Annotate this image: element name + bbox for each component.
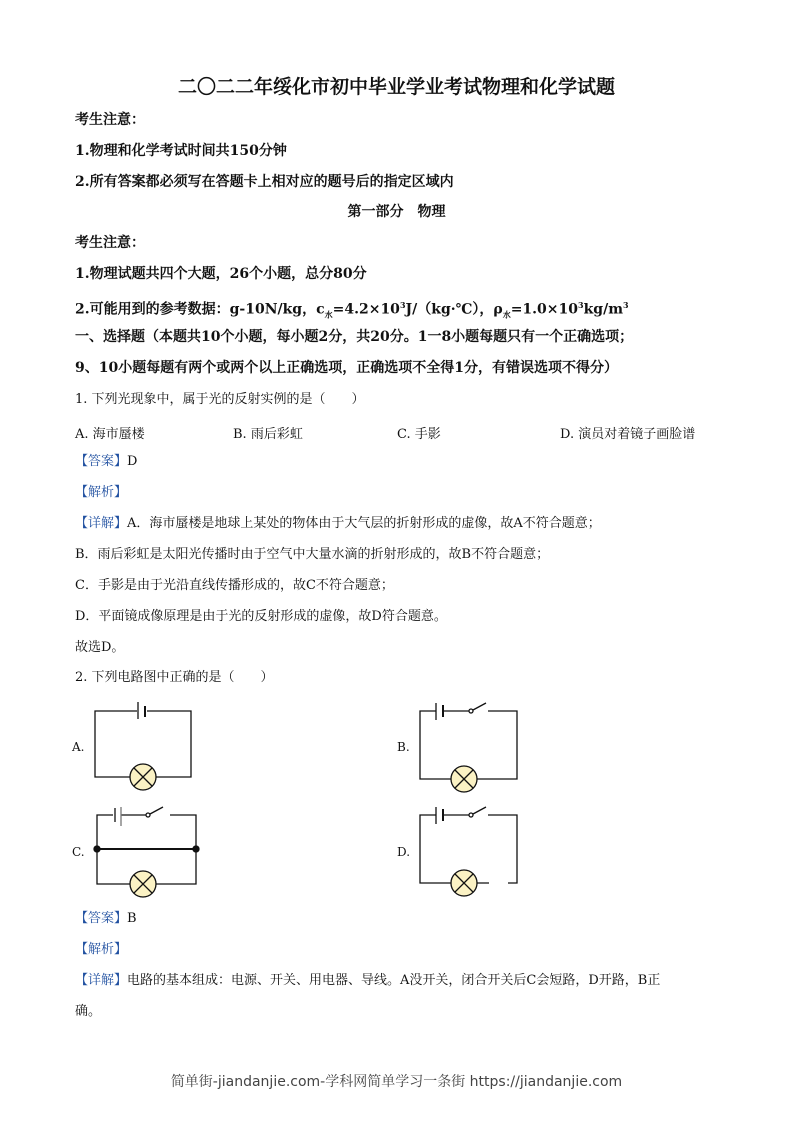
circuit-d [420,807,517,896]
notice-item: 2.所有答案都必须写在答题卡上相对应的题号后的指定区域内 [75,174,454,190]
option-d: D. 演员对着镜子画脸谱 [560,427,696,442]
analysis-tag: 【解析】 [75,942,128,957]
answer-value: D [127,454,138,469]
question-stem: 1. 下列光现象中，属于光的反射实例的是（ ） [75,392,365,407]
text: =1.0×10 [510,301,579,318]
section-heading: 一、选择题（本题共10个小题，每小题2分，共20分。1一8小题每题只有一个正确选项； [75,329,634,345]
lamp-icon [451,766,477,792]
answer-tag: 【答案】 [75,454,128,469]
detail-line: D．平面镜成像原理是由于光的反射形成的虚像，故D符合题意。 [75,609,447,624]
text: 3 [578,300,584,310]
detail-line: C．手影是由于光沿直线传播形成的，故C不符合题意； [75,578,394,593]
answer-value: B [127,911,137,926]
text: =4.2×10 [332,301,400,318]
lamp-icon [451,870,477,896]
notice-heading: 考生注意： [75,112,145,128]
notice-heading: 考生注意： [75,235,145,251]
part-title: 第一部分 物理 [347,204,446,220]
text: 3 [399,300,406,310]
detail-line: 确。 [75,1004,102,1019]
circuit-label-d: D. [397,845,411,859]
detail-tag: 【详解】 [75,516,128,531]
notice-item: 1.物理和化学考试时间共150分钟 [75,143,287,159]
text: J/（kg·℃），ρ [405,301,503,318]
text: kg/m [583,301,624,318]
lamp-icon [130,871,156,897]
notice-item: 1.物理试题共四个大题，26个小题，总分80分 [75,266,367,282]
text: 水 [502,309,511,320]
circuit-b [420,703,517,792]
text: 2.可能用到的参考数据：g-10N/kg，c [75,301,325,318]
document-title: 二〇二二年绥化市初中毕业学业考试物理和化学试题 [177,76,615,98]
detail-tag: 【详解】 [75,973,128,988]
option-c: C. 手影 [397,427,441,442]
text: 电路的基本组成：电源、开关、用电器、导线。A没开关，闭合开关后C会短路，D开路，B正 [127,973,661,988]
section-heading: 9、10小题每题有两个或两个以上正确选项，正确选项不全得1分，有错误选项不得分） [75,360,618,376]
answer-tag: 【答案】 [75,911,128,926]
option-b: B. 雨后彩虹 [233,427,303,442]
footer-watermark: 简单街-jiandanjie.com-学科网简单学习一条街 https://jiandanjie.com [170,1074,623,1090]
circuit-c [94,807,199,897]
answer [75,911,137,927]
lamp-icon [130,764,156,790]
detail-line: B．雨后彩虹是太阳光传播时由于空气中大量水滴的折射形成的，故B不符合题意； [75,547,550,562]
detail-line: 故选D。 [75,640,125,655]
analysis-tag: 【解析】 [75,485,128,500]
circuit-label-a: A. [72,740,85,754]
option-a: A. 海市蜃楼 [75,427,145,442]
text: 水 [324,309,333,320]
detail-line [75,973,660,989]
circuit-label-b: B. [397,740,410,754]
circuit-label-c: C. [72,845,85,859]
circuit-a [95,702,191,790]
text: A．海市蜃楼是地球上某处的物体由于大气层的折射形成的虚像，故A不符合题意； [127,516,601,531]
text: 3 [623,300,629,310]
question-stem: 2. 下列电路图中正确的是（ ） [75,670,274,685]
